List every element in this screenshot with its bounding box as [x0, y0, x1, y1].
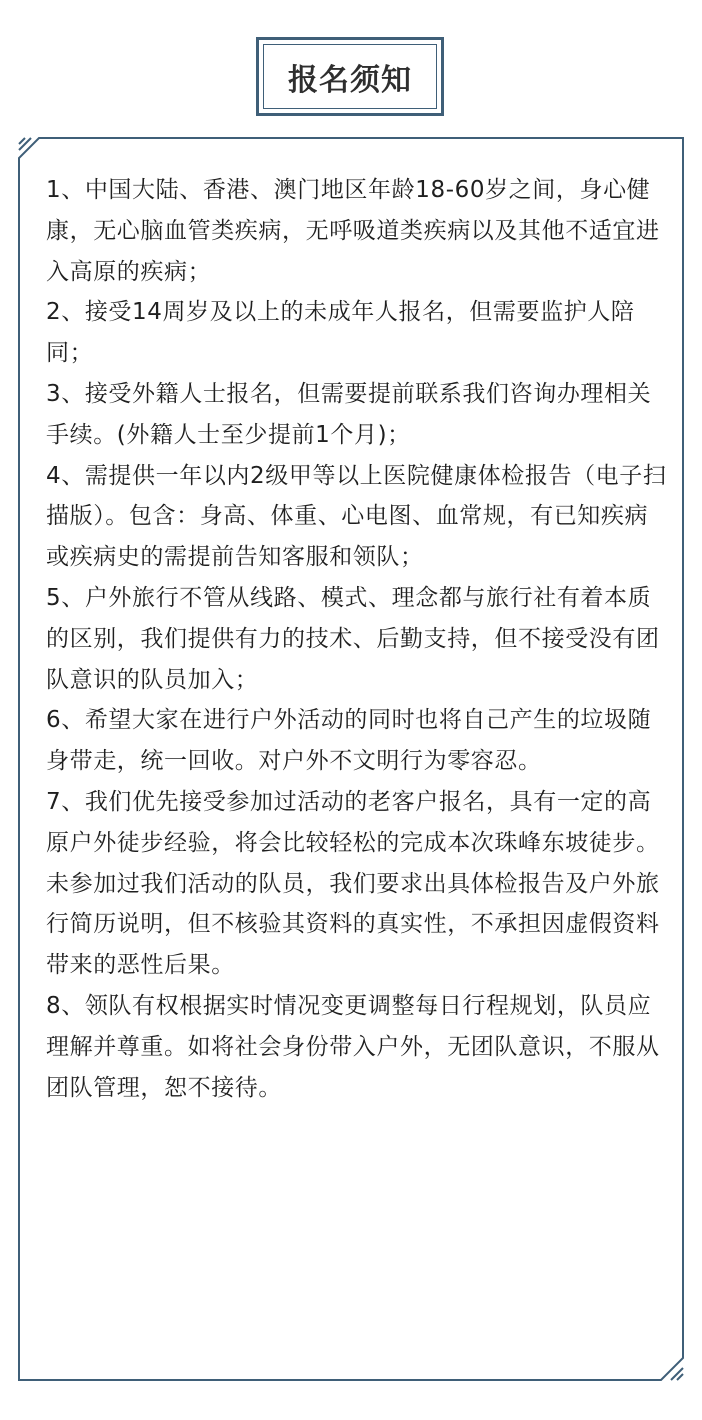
page-title: 报名须知: [263, 44, 437, 109]
notice-item-4: 4、需提供一年以内2级甲等以上医院健康体检报告（电子扫描版）。包含：身高、体重、心电图、血常规，有已知疾病或疾病史的需提前告知客服和领队；: [46, 462, 667, 571]
notice-item-7: 7、我们优先接受参加过活动的老客户报名，具有一定的高原户外徒步经验，将会比较轻松的完成本次珠峰东坡徒步。未参加过我们活动的队员，我们要求出具体检报告及户外旅行简历说明，但不核验其资料的真实性，不承担因虚假资料带来的恶性后果。: [46, 788, 660, 979]
notice-list: [46, 170, 668, 1108]
title-frame: [256, 37, 444, 116]
notice-item-3: 3、接受外籍人士报名，但需要提前联系我们咨询办理相关手续。(外籍人士至少提前1个月)；: [46, 380, 652, 448]
notice-item-6: 6、希望大家在进行户外活动的同时也将自己产生的垃圾随身带走，统一回收。对户外不文明行为零容忍。: [46, 707, 652, 775]
notice-item-1: 1、中国大陆、香港、澳门地区年龄18-60岁之间，身心健康，无心脑血管类疾病，无呼吸道类疾病以及其他不适宜进入高原的疾病；: [46, 177, 660, 285]
notice-item-5: 5、户外旅行不管从线路、模式、理念都与旅行社有着本质的区别，我们提供有力的技术、后勤支持，但不接受没有团队意识的队员加入；: [46, 584, 660, 693]
notice-item-2: 2、接受14周岁及以上的未成年人报名，但需要监护人陪同；: [46, 299, 635, 367]
notice-item-8: 8、领队有权根据实时情况变更调整每日行程规划，队员应理解并尊重。如将社会身份带入户外，无团队意识，不服从团队管理，恕不接待。: [46, 992, 660, 1101]
